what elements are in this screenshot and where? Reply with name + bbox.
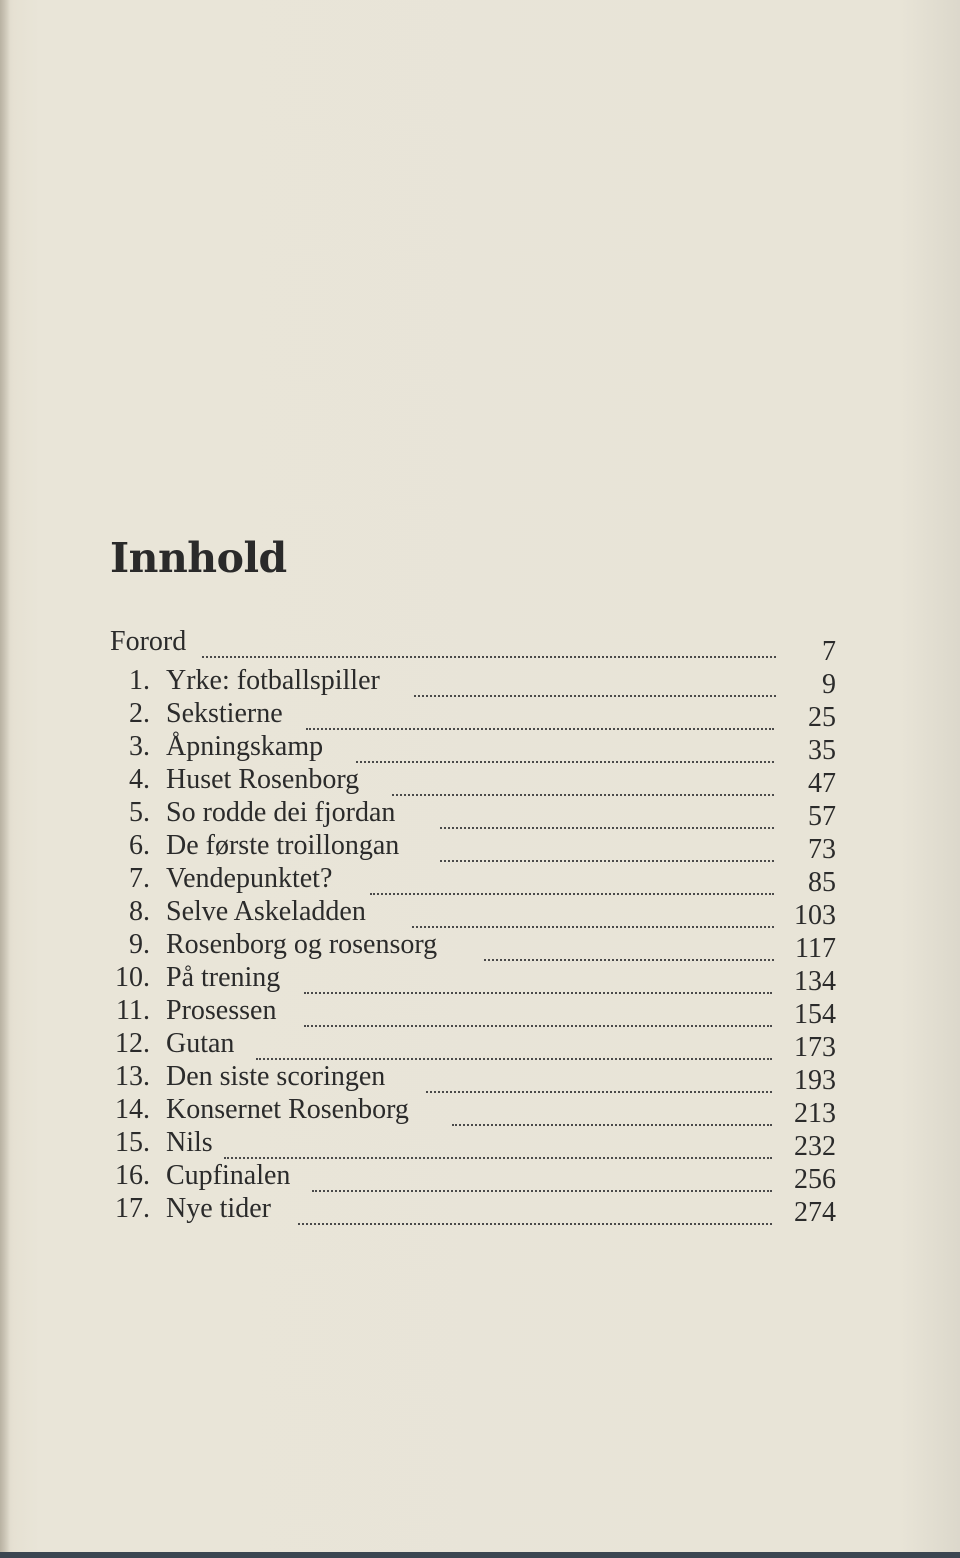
toc-entry-page: 154: [794, 999, 836, 1030]
toc-entry-number: 1.: [129, 665, 150, 696]
toc-entry-number: 3.: [129, 731, 150, 762]
toc-entry-title: På trening: [166, 962, 281, 993]
toc-entry-page: 256: [794, 1164, 836, 1195]
toc-entry: [0, 962, 960, 995]
dot-leader: [312, 1160, 772, 1192]
toc-entry-title: So rodde dei fjordan: [166, 797, 396, 828]
toc-entry-number: 5.: [129, 797, 150, 828]
toc-entry-title: Vendepunktet?: [166, 863, 333, 894]
toc-entry-page: 25: [808, 702, 836, 733]
dot-leader: [304, 995, 772, 1027]
toc-entry-title: Åpningskamp: [166, 731, 324, 762]
dot-leader: [440, 830, 774, 862]
dot-leader: [356, 731, 774, 763]
dot-leader: [426, 1061, 772, 1093]
toc-entry-title: Den siste scoringen: [166, 1061, 386, 1092]
toc-entry-title: Konsernet Rosenborg: [166, 1094, 409, 1125]
toc-entry-page: 232: [794, 1131, 836, 1162]
toc-entry-page: 85: [808, 867, 836, 898]
toc-entry-title: Selve Askeladden: [166, 896, 366, 927]
toc-entry-foreword: [0, 626, 960, 667]
toc-entry-page: 73: [808, 834, 836, 865]
toc-entry-title: Nye tider: [166, 1193, 271, 1224]
dot-leader: [256, 1028, 772, 1060]
toc-entry-number: 16.: [115, 1160, 150, 1191]
toc-entry-number: 13.: [115, 1061, 150, 1092]
dot-leader: [440, 797, 774, 829]
toc-entry-number: 14.: [115, 1094, 150, 1125]
toc-entry-page: 274: [794, 1197, 836, 1228]
toc-entry-number: 8.: [129, 896, 150, 927]
toc-entry-page: 7: [822, 636, 836, 667]
dot-leader: [414, 665, 776, 697]
contents-heading: Innhold: [110, 534, 287, 582]
toc-entry: [0, 830, 960, 863]
toc-entry-page: 173: [794, 1032, 836, 1063]
toc-entry-page: 57: [808, 801, 836, 832]
background-edge: [0, 1552, 960, 1558]
dot-leader: [202, 626, 776, 658]
toc-entry: [0, 896, 960, 929]
toc-entry: [0, 698, 960, 731]
toc-entry-title: Prosessen: [166, 995, 277, 1026]
toc-entry: [0, 1127, 960, 1160]
dot-leader: [298, 1193, 772, 1225]
dot-leader: [392, 764, 774, 796]
toc-entry-page: 193: [794, 1065, 836, 1096]
toc-entry-number: 7.: [129, 863, 150, 894]
toc-entry: [0, 1160, 960, 1193]
toc-entry-title: Sekstierne: [166, 698, 283, 729]
toc-entry-number: 2.: [129, 698, 150, 729]
dot-leader: [306, 698, 774, 730]
toc-entry-page: 35: [808, 735, 836, 766]
toc-entry-number: 15.: [115, 1127, 150, 1158]
toc-entry-number: 12.: [115, 1028, 150, 1059]
toc-entry-title: Nils: [166, 1127, 213, 1158]
toc-entry: [0, 764, 960, 797]
toc-entry-title: De første troillongan: [166, 830, 400, 861]
toc-entry: [0, 797, 960, 830]
toc-entry-title: Forord: [110, 626, 187, 657]
toc-entry: [0, 929, 960, 962]
toc-entry-page: 9: [822, 669, 836, 700]
toc-entry: [0, 863, 960, 896]
dot-leader: [452, 1094, 772, 1126]
dot-leader: [304, 962, 772, 994]
dot-leader: [224, 1127, 772, 1159]
toc-entry-page: 103: [794, 900, 836, 931]
toc-entry-number: 6.: [129, 830, 150, 861]
toc-entry-number: 11.: [116, 995, 150, 1026]
toc-entry-title: Cupfinalen: [166, 1160, 291, 1191]
toc-entry: [0, 1094, 960, 1127]
toc-entry-title: Huset Rosenborg: [166, 764, 360, 795]
toc-entry-number: 9.: [129, 929, 150, 960]
toc-entry-number: 17.: [115, 1193, 150, 1224]
toc-entry-page: 117: [795, 933, 836, 964]
toc-entry-title: Gutan: [166, 1028, 235, 1059]
dot-leader: [370, 863, 774, 895]
toc-entry-page: 213: [794, 1098, 836, 1129]
toc-entry: [0, 731, 960, 764]
toc-entry-page: 47: [808, 768, 836, 799]
toc-entry: [0, 995, 960, 1028]
toc-entry-number: 4.: [129, 764, 150, 795]
dot-leader: [412, 896, 774, 928]
toc-entry: [0, 1028, 960, 1061]
toc-entry: [0, 1061, 960, 1094]
toc-entry-page: 134: [794, 966, 836, 997]
dot-leader: [484, 929, 774, 961]
toc-entry: [0, 665, 960, 698]
toc-entry: [0, 1193, 960, 1226]
toc-entry-number: 10.: [115, 962, 150, 993]
toc-entry-title: Yrke: fotballspiller: [166, 665, 380, 696]
toc-entry-title: Rosenborg og rosensorg: [166, 929, 438, 960]
